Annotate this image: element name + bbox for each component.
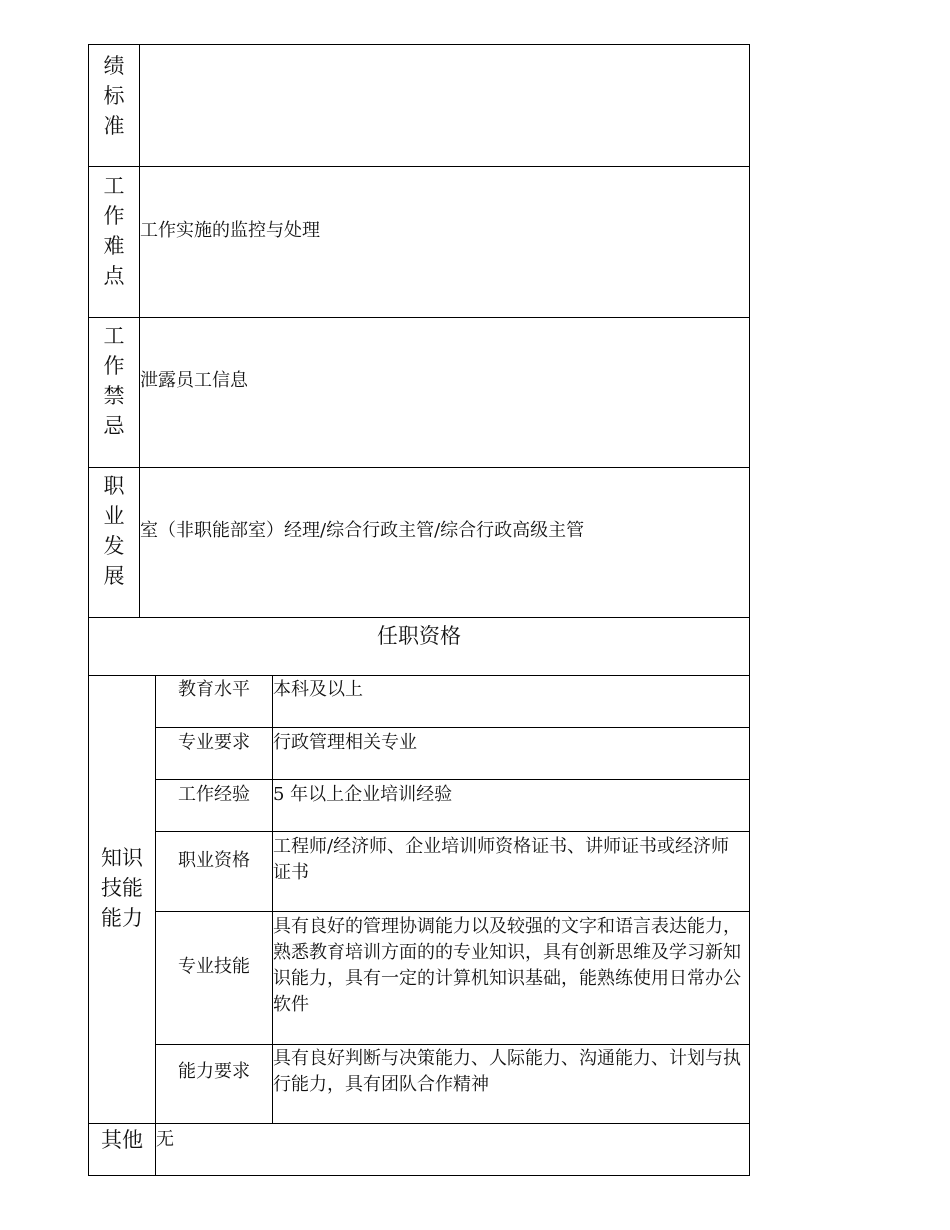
ability-value: 具有良好判断与决策能力、人际能力、沟通能力、计划与执行能力，具有团队合作精神 bbox=[273, 1048, 741, 1095]
section-performance-content-cell bbox=[139, 44, 750, 167]
major-value: 行政管理相关专业 bbox=[273, 732, 417, 753]
section-taboo-content: 泄露员工信息 bbox=[140, 370, 248, 391]
certification-label: 职业资格 bbox=[178, 850, 250, 871]
education-value: 本科及以上 bbox=[273, 679, 363, 700]
other-value-cell bbox=[155, 1123, 750, 1176]
section-performance-label: 绩 标 准 bbox=[103, 54, 125, 138]
section-difficulty-label: 工 作 难 点 bbox=[103, 174, 125, 288]
certification-value: 工程师/经济师、企业培训师资格证书、讲师证书或经济师证书 bbox=[273, 836, 730, 883]
qualifications-heading: 任职资格 bbox=[377, 624, 461, 648]
knowledge-label: 知识 技能 能力 bbox=[101, 846, 143, 930]
other-value: 无 bbox=[156, 1129, 174, 1150]
section-career-label: 职 业 发 展 bbox=[103, 474, 125, 588]
ability-label: 能力要求 bbox=[178, 1061, 250, 1082]
section-career-content: 室（非职能部室）经理/综合行政主管/综合行政高级主管 bbox=[140, 520, 585, 541]
experience-value: 5 年以上企业培训经验 bbox=[273, 784, 453, 805]
experience-label: 工作经验 bbox=[178, 784, 250, 805]
professional-skills-label: 专业技能 bbox=[178, 956, 250, 977]
education-label: 教育水平 bbox=[178, 679, 250, 700]
section-difficulty-content: 工作实施的监控与处理 bbox=[140, 220, 320, 241]
other-label: 其他 bbox=[101, 1128, 143, 1152]
professional-skills-value: 具有良好的管理协调能力以及较强的文字和语言表达能力，熟悉教育培训方面的的专业知识，具有创新思维及学习新知识能力，具有一定的计算机知识基础，能熟练使用日常办公软件 bbox=[273, 916, 741, 1015]
major-label: 专业要求 bbox=[178, 732, 250, 753]
section-taboo-label: 工 作 禁 忌 bbox=[103, 324, 125, 438]
